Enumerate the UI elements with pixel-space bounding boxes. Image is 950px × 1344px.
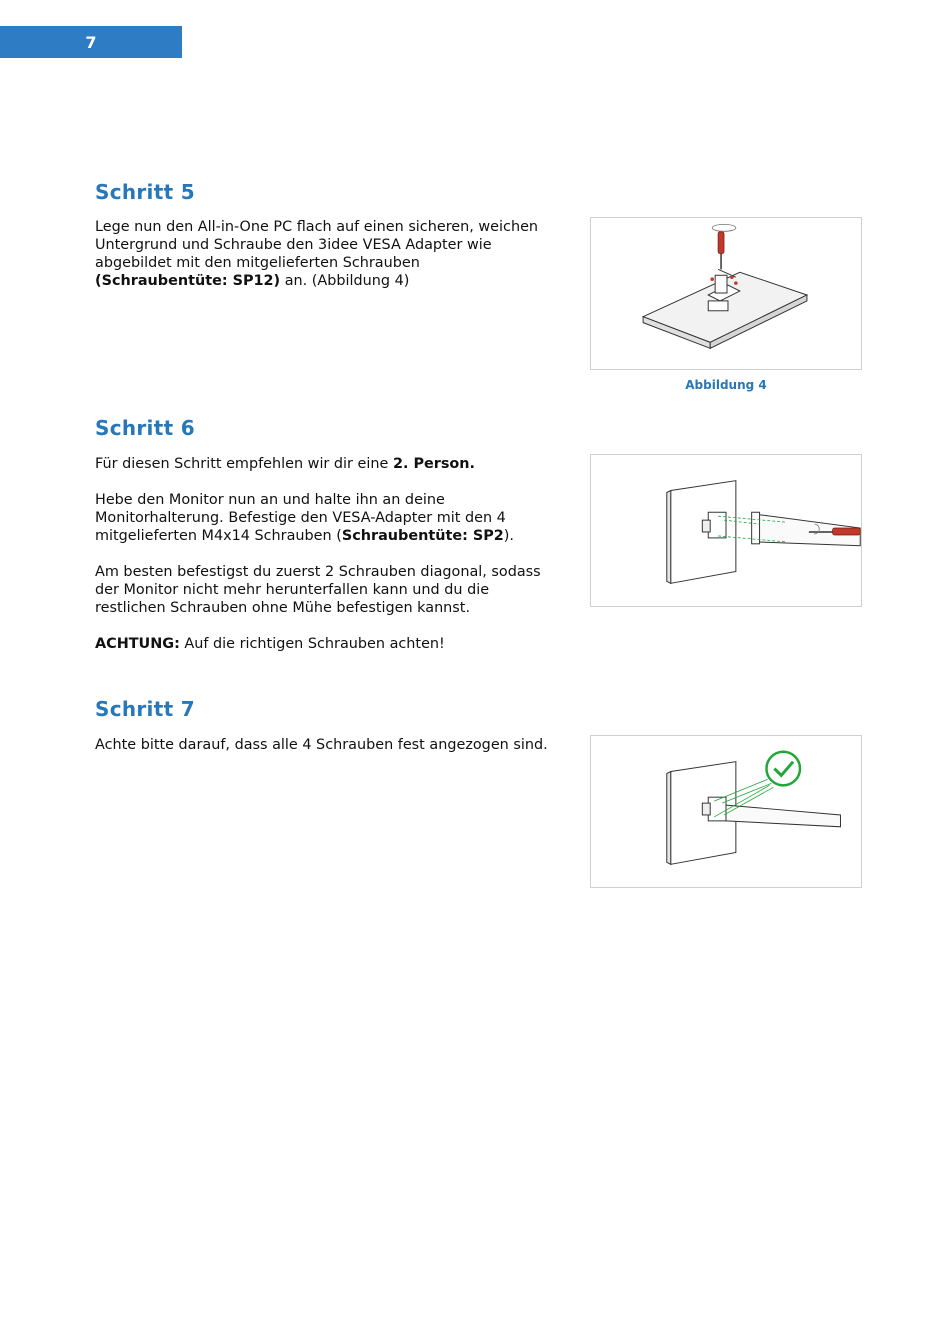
text-run: Lege nun den All-in-One PC flach auf einen sicheren, weichen Untergrund und Schraube den 3idee VESA Adapter wie abgebildet mit den mitgelieferten Schrauben (95, 219, 539, 271)
page-number-tab (0, 26, 182, 58)
paragraph (95, 455, 550, 473)
text-run: Auf die richtigen Schrauben achten! (179, 636, 445, 652)
step-5-title: Schritt 5 (95, 180, 195, 204)
text-run: Hebe den Monitor nun an und halte ihn an deine Monitorhalterung. Befestige den VESA-Adapter mit den 4 mitgelieferten M4x14 Schrauben ( (95, 492, 506, 544)
paragraph (95, 563, 550, 617)
text-run: Achte bitte darauf, dass alle 4 Schrauben fest angezogen sind. (95, 737, 548, 753)
text-run: an. (Abbildung 4) (280, 273, 410, 289)
page-number: 7 (85, 32, 97, 52)
paragraph (95, 218, 550, 290)
step-7-title: Schritt 7 (95, 697, 195, 721)
bold-text: 2. Person. (392, 456, 476, 472)
adapter-on-pc-illustration (591, 218, 861, 369)
step-6-text (95, 455, 550, 671)
step-7-illustration (590, 735, 862, 888)
paragraph (95, 491, 550, 545)
mounted-monitor-illustration (591, 736, 861, 887)
paragraph (95, 736, 550, 754)
text-run: Am besten befestigst du zuerst 2 Schrauben diagonal, sodass der Monitor nicht mehr herunterfallen kann und du die restlichen Schrauben ohne Mühe befestigen kannst. (95, 564, 541, 616)
bold-text: (Schraubentüte: SP12) (95, 273, 281, 289)
bold-text: ACHTUNG: (95, 636, 180, 652)
step-6-illustration (590, 454, 862, 607)
step-5-text (95, 218, 550, 308)
step-5-illustration (590, 217, 862, 370)
text-run: ). (503, 528, 514, 544)
bold-text: Schraubentüte: SP2 (341, 528, 504, 544)
step-7-text (95, 736, 550, 772)
figure-caption: Abbildung 4 (685, 378, 767, 392)
paragraph (95, 635, 550, 653)
step-6-title: Schritt 6 (95, 416, 195, 440)
monitor-mount-illustration (591, 455, 861, 606)
text-run: Für diesen Schritt empfehlen wir dir eine (95, 456, 393, 472)
